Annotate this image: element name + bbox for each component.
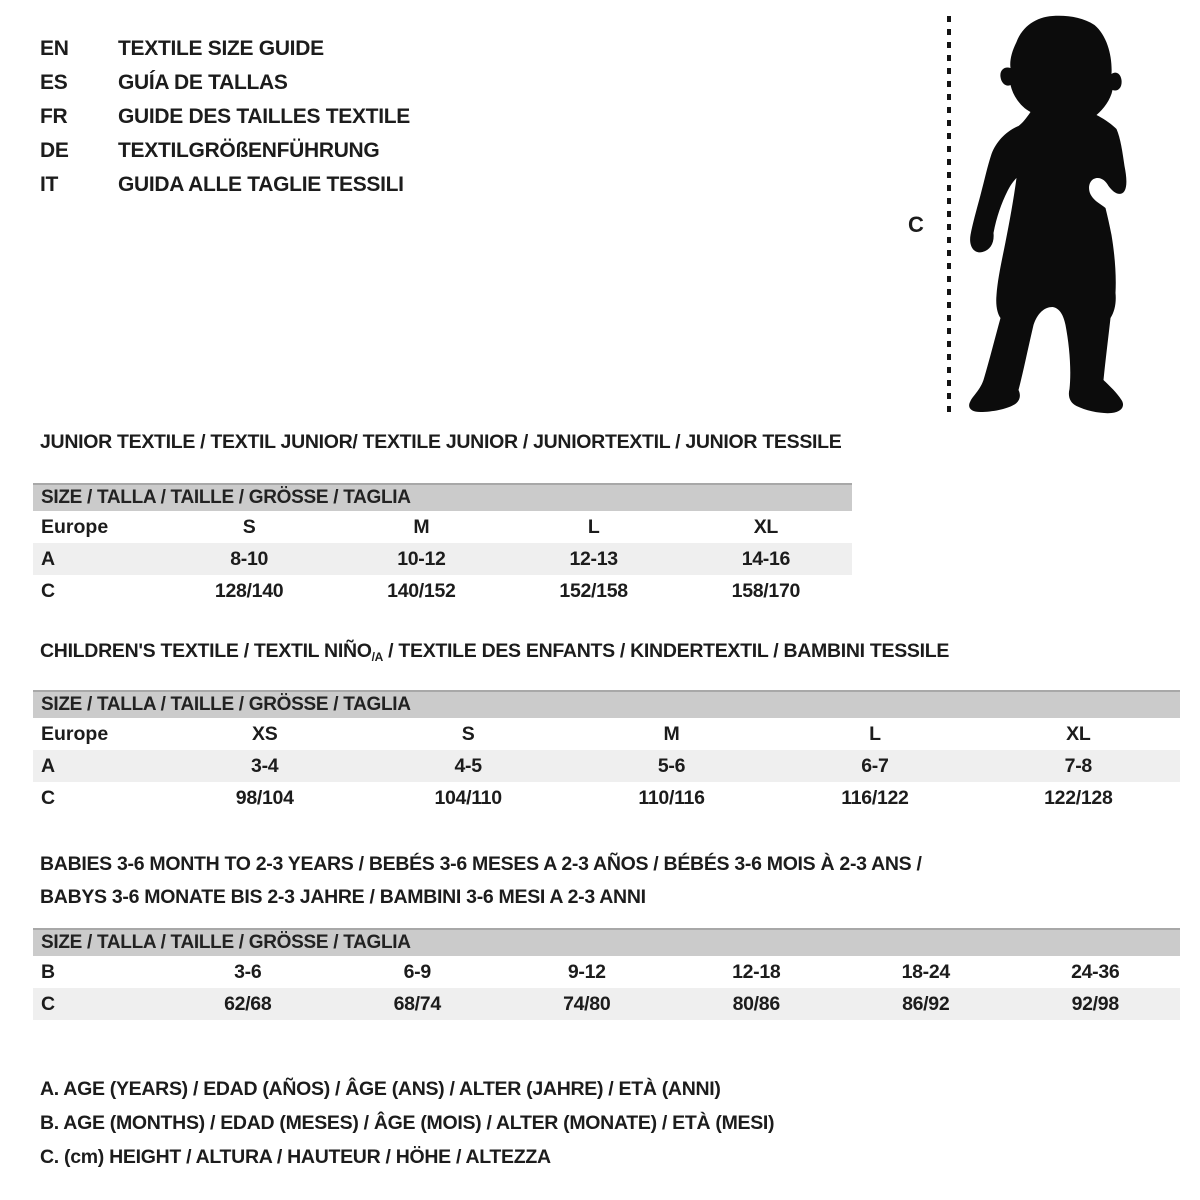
children-col-m: M: [663, 722, 680, 745]
babies-title-line2: BABYS 3-6 MONATE BIS 2-3 JAHRE / BAMBINI 3-6 MESI A 2-3 ANNI: [40, 886, 646, 908]
junior-age-value: 8-10: [230, 547, 269, 570]
lang-title-es: GUÍA DE TALLAS: [118, 71, 288, 94]
junior-col-xl: XL: [753, 515, 779, 538]
children-height-value: 104/110: [434, 786, 502, 809]
babies-size-table: [33, 928, 1180, 1020]
babies-height-value: 80/86: [732, 992, 780, 1015]
babies-title-line1: BABIES 3-6 MONTH TO 2-3 YEARS / BEBÉS 3-6 MESES A 2-3 AÑOS / BÉBÉS 3-6 MOIS À 2-3 ANS /: [40, 853, 922, 875]
babies-size-header-bar: SIZE / TALLA / TAILLE / GRÖSSE / TAGLIA: [33, 928, 1180, 956]
lang-code-es: ES: [40, 71, 68, 94]
children-height-row-label: C: [41, 786, 56, 809]
junior-height-value: 128/140: [214, 579, 284, 602]
junior-age-value: 14-16: [741, 547, 791, 570]
children-age-value: 5-6: [657, 754, 686, 777]
children-columns-row: [33, 718, 1180, 750]
children-age-value: 6-7: [861, 754, 889, 777]
lang-row-de: [40, 134, 410, 168]
lang-row-es: [40, 66, 410, 100]
lang-code-it: IT: [40, 173, 59, 196]
babies-months-value: 24-36: [1071, 960, 1120, 983]
children-height-value: 98/104: [235, 786, 294, 809]
children-region-label: Europe: [41, 722, 109, 745]
lang-code-en: EN: [40, 37, 69, 60]
junior-columns-row: [33, 511, 852, 543]
lang-row-en: [40, 32, 410, 66]
language-title-list: [40, 32, 410, 202]
junior-height-value: 152/158: [559, 579, 628, 602]
junior-region-label: Europe: [41, 515, 109, 538]
junior-age-row: [33, 543, 852, 575]
lang-title-en: TEXTILE SIZE GUIDE: [118, 37, 324, 60]
babies-months-row-label: B: [41, 960, 56, 983]
children-col-s: S: [461, 722, 475, 745]
children-age-value: 4-5: [454, 754, 482, 777]
children-size-table: [33, 690, 1180, 814]
lang-row-fr: [40, 100, 410, 134]
children-age-value: 3-4: [251, 754, 279, 777]
babies-months-value: 18-24: [901, 960, 950, 983]
junior-age-row-label: A: [41, 547, 56, 570]
junior-col-m: M: [413, 515, 430, 538]
junior-size-table: [33, 483, 852, 607]
junior-col-l: L: [587, 515, 600, 538]
junior-height-row-label: C: [41, 579, 56, 602]
measurement-legend: [40, 1072, 774, 1174]
children-height-value: 122/128: [1044, 786, 1113, 809]
babies-height-row-label: C: [41, 992, 56, 1015]
legend-age-months: B. AGE (MONTHS) / EDAD (MESES) / ÂGE (MOIS) / ALTER (MONATE) / ETÀ (MESI): [40, 1111, 775, 1134]
children-height-value: 116/122: [841, 786, 909, 809]
babies-height-row: [33, 988, 1180, 1020]
legend-height-cm: C. (cm) HEIGHT / ALTURA / HAUTEUR / HÖHE / ALTEZZA: [40, 1145, 551, 1168]
junior-section-title: JUNIOR TEXTILE / TEXTIL JUNIOR/ TEXTILE JUNIOR / JUNIORTEXTIL / JUNIOR TESSILE: [40, 431, 842, 453]
babies-height-value: 68/74: [393, 992, 441, 1015]
legend-age-years: A. AGE (YEARS) / EDAD (AÑOS) / ÂGE (ANS) / ALTER (JAHRE) / ETÀ (ANNI): [40, 1077, 721, 1100]
junior-col-s: S: [242, 515, 256, 538]
babies-months-value: 6-9: [403, 960, 431, 983]
children-col-l: L: [869, 722, 881, 745]
children-section-title: [40, 640, 949, 664]
children-title-prefix: CHILDREN'S TEXTILE / TEXTIL NIÑO: [40, 640, 372, 662]
lang-title-it: GUIDA ALLE TAGLIE TESSILI: [118, 173, 404, 196]
height-measure-dashed-line: [947, 16, 951, 416]
children-size-header-bar: SIZE / TALLA / TAILLE / GRÖSSE / TAGLIA: [33, 690, 1180, 718]
junior-height-row: [33, 575, 852, 607]
height-measure-label: C: [908, 212, 924, 237]
lang-code-fr: FR: [40, 105, 68, 128]
children-height-value: 110/116: [638, 786, 705, 809]
children-title-suffix: / TEXTILE DES ENFANTS / KINDERTEXTIL / BAMBINI TESSILE: [383, 640, 950, 662]
babies-height-value: 92/98: [1071, 992, 1119, 1015]
babies-months-value: 3-6: [234, 960, 262, 983]
babies-months-value: 12-18: [732, 960, 781, 983]
children-age-row-label: A: [41, 754, 56, 777]
toddler-silhouette-image: [962, 14, 1137, 419]
junior-height-value: 158/170: [731, 579, 801, 602]
children-col-xs: XS: [251, 722, 278, 745]
children-col-xl: XL: [1066, 722, 1091, 745]
junior-age-value: 10-12: [397, 547, 446, 570]
babies-months-value: 9-12: [567, 960, 606, 983]
babies-height-value: 74/80: [563, 992, 611, 1015]
children-age-value: 7-8: [1064, 754, 1092, 777]
babies-section-title: [40, 848, 922, 914]
children-age-row: [33, 750, 1180, 782]
lang-title-fr: GUIDE DES TAILLES TEXTILE: [118, 105, 410, 128]
lang-row-it: [40, 168, 410, 202]
lang-code-de: DE: [40, 139, 69, 162]
babies-height-value: 62/68: [224, 992, 272, 1015]
babies-months-row: [33, 956, 1180, 988]
junior-age-value: 12-13: [569, 547, 618, 570]
junior-size-header-bar: SIZE / TALLA / TAILLE / GRÖSSE / TAGLIA: [33, 483, 852, 511]
children-height-row: [33, 782, 1180, 814]
babies-height-value: 86/92: [902, 992, 950, 1015]
children-title-subscript: /A: [371, 650, 384, 664]
junior-height-value: 140/152: [387, 579, 456, 602]
lang-title-de: TEXTILGRÖßENFÜHRUNG: [118, 139, 380, 162]
